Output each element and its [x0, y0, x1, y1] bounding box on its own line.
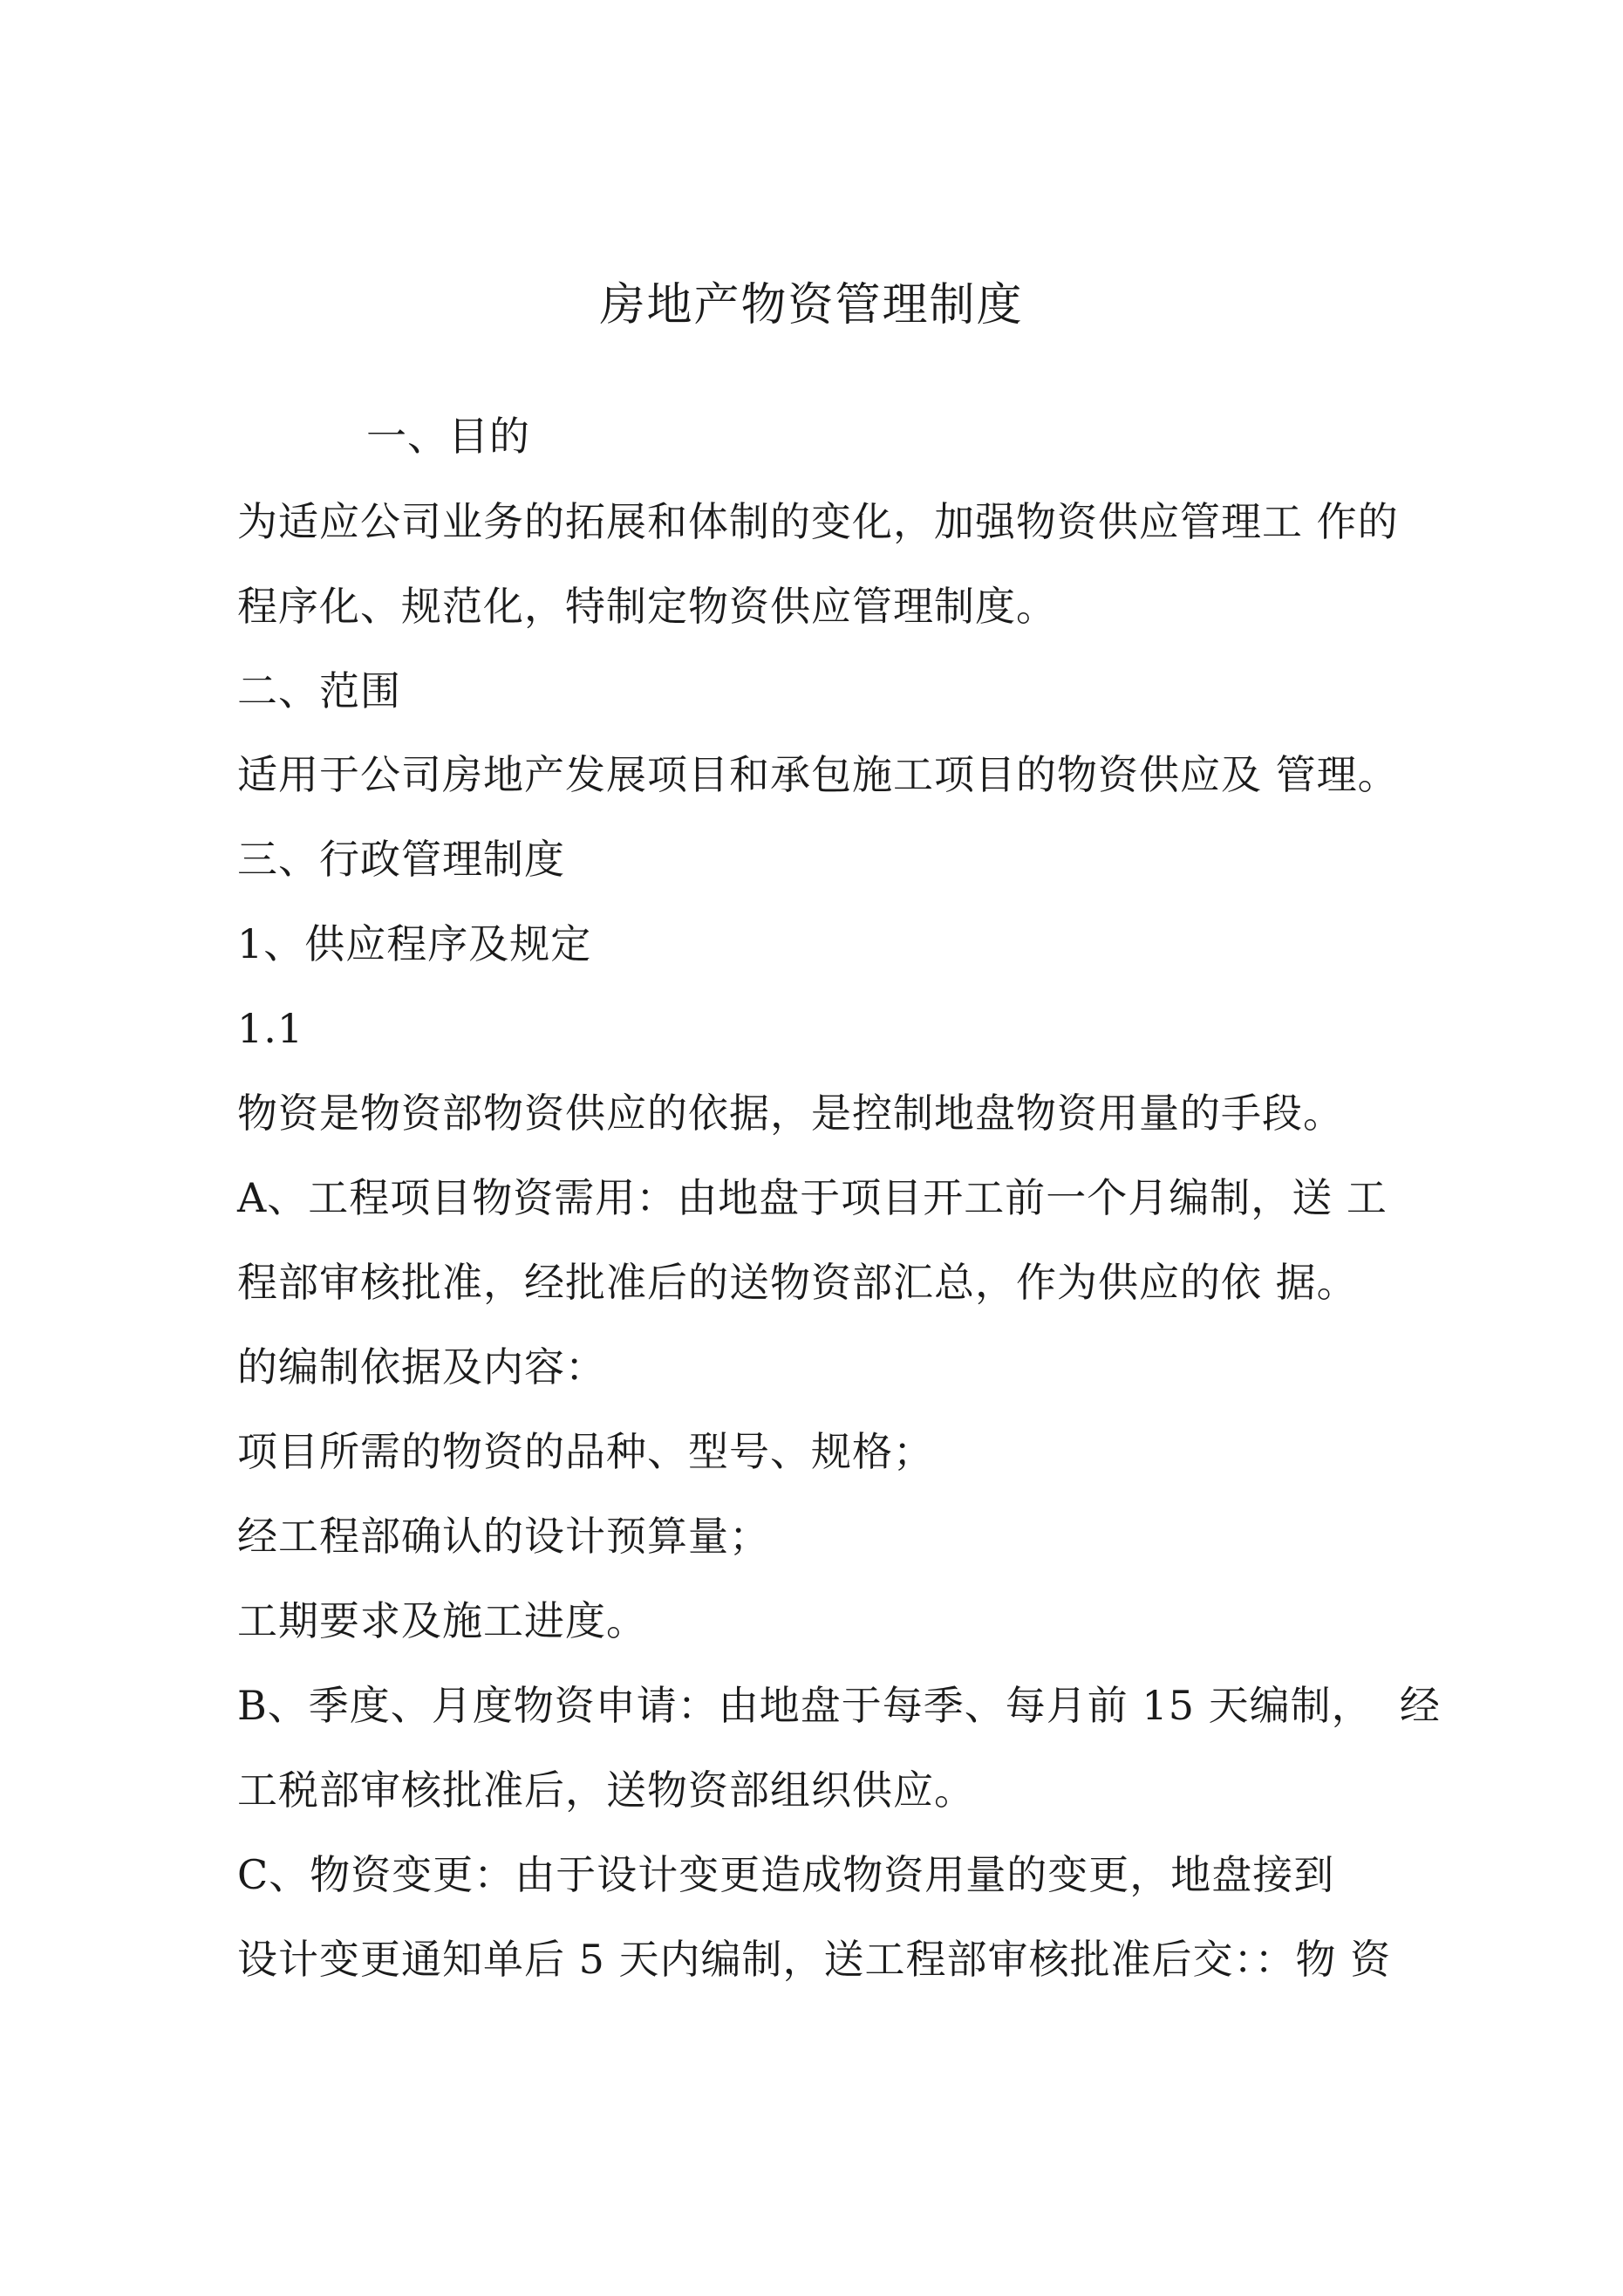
paragraph-line: 物资是物资部物资供应的依据，是控制地盘物资用量的手段。 [237, 1090, 1344, 1137]
paragraph-line: 设计变更通知单后 5 天内编制，送工程部审核批准后交：：物 资 [237, 1936, 1392, 1983]
paragraph-line: 程序化、规范化，特制定物资供应管理制度。 [237, 583, 1057, 630]
list-line: 项目所需的物资的品种、型号、规格； [237, 1428, 934, 1475]
paragraph-line: 为适应公司业务的拓展和体制的变化，加强物资供应管理工 作的 [237, 498, 1399, 545]
section-heading-scope: 二、范围 [237, 667, 401, 714]
section-heading-purpose: 一、目的 [366, 413, 530, 460]
paragraph-line: A、工程项目物资需用：由地盘于项目开工前一个月编制，送 工 [237, 1174, 1388, 1221]
subsection-heading: 1、供应程序及规定 [237, 920, 592, 967]
list-line: 经工程部确认的设计预算量； [237, 1513, 770, 1560]
paragraph-line: C、物资变更：由于设计变更造成物资用量的变更，地盘接到 [237, 1851, 1335, 1898]
paragraph-line: 的编制依据及内容： [237, 1343, 606, 1391]
clause-number: 1.1 [237, 1005, 304, 1052]
paragraph-line: 工税部审核批准后，送物资部组织供应。 [237, 1766, 975, 1814]
paragraph-line: 程部审核批准，经批准后的送物资部汇总，作为供应的依 据。 [237, 1259, 1358, 1306]
paragraph-line: 适用于公司房地产发展项目和承包施工项目的物资供应及 管理。 [237, 751, 1399, 798]
list-line: 工期要求及施工进度。 [237, 1597, 647, 1644]
section-heading-admin: 三、行政管理制度 [237, 836, 565, 883]
paragraph-line: B、季度、月度物资申请：由地盘于每季、每月前 15 天编制， 经 [237, 1682, 1441, 1729]
document-title: 房地产物资管理制度 [599, 279, 1024, 331]
